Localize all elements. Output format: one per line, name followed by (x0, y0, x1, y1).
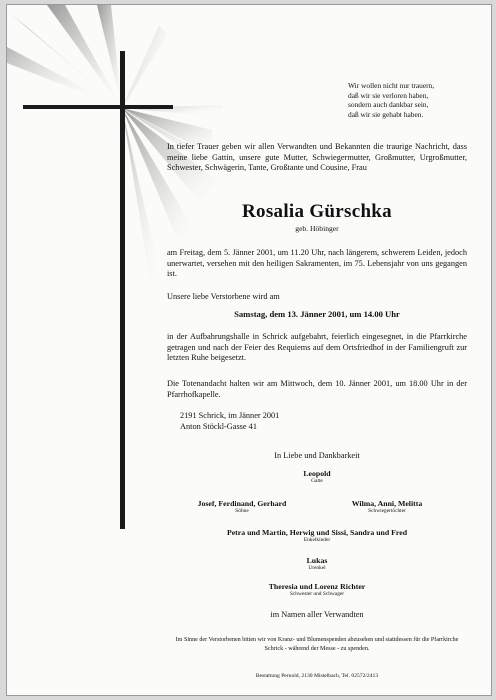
on-behalf-line: im Namen aller Verwandten (270, 610, 364, 619)
donation-note: Im Sinne der Verstorbenen bitten wir von Kranz- und Blumenspenden abzusehen und stattdessen für die Pfarrkirche Schrick - während der Messe - zu spenden. (175, 637, 459, 652)
mourner-sons (167, 499, 317, 515)
mourner-name: Lukas (306, 556, 328, 565)
mourner-name: Josef, Ferdinand, Gerhard (197, 499, 287, 508)
mourner-role: Schwiegertöchter (368, 508, 406, 514)
mourner-husband (237, 469, 397, 485)
maiden-name: geb. Höbinger (295, 224, 339, 233)
farewell-line: Unsere liebe Verstorbene wird am (167, 292, 280, 301)
address-line-street: Anton Stöckl-Gasse 41 (180, 421, 257, 431)
mourner-name: Theresia und Lorenz Richter (268, 582, 366, 591)
cross-vertical-beam (120, 51, 125, 529)
mourner-name: Wilma, Anni, Melitta (351, 499, 423, 508)
cross-horizontal-beam (23, 105, 173, 109)
light-ray (97, 5, 122, 108)
mourner-role: Enkelkinder (303, 537, 331, 543)
undertaker-footer: Bestattung Pernold, 2130 Mistelbach, Tel. 02572/2413 (255, 673, 379, 679)
vigil-paragraph: Die Totenandacht halten wir am Mittwoch, dem 10. Jänner 2001, um 18.00 Uhr in der Pfarrhofkapelle. (167, 379, 467, 399)
burial-paragraph: in der Aufbahrungshalle in Schrick aufgebahrt, feierlich eingesegnet, in die Pfarrkirche getragen und nach der Feier des Requiems auf dem Ortsfriedhof in der Familiengruft zur letzten Ruhe beigesetzt. (167, 332, 467, 363)
light-ray (122, 25, 167, 108)
intro-paragraph: In tiefer Trauer geben wir allen Verwandten und Bekannten die traurige Nachricht, dass meine liebe Gattin, unsere gute Mutter, Schwiegermutter, Großmutter, Urgroßmutter, Schwester, Schwägerin, Tante, Großtante und Cousine, Frau (167, 142, 467, 173)
love-gratitude-line: In Liebe und Dankbarkeit (274, 451, 360, 460)
mourner-great-grandchild (237, 556, 397, 572)
mourner-role: Gatte (311, 478, 323, 484)
address-line-place-date: 2191 Schrick, im Jänner 2001 (180, 411, 280, 420)
quote-line: sondern auch dankbar sein, (348, 100, 429, 110)
deceased-name: Rosalia Gürschka (242, 201, 392, 222)
mourner-name: Leopold (303, 469, 331, 478)
quote-line: daß wir sie verloren haben, (348, 90, 429, 100)
mourner-siblings (197, 582, 437, 598)
funeral-date: Samstag, dem 13. Jänner 2001, um 14.00 Uhr (234, 309, 400, 319)
quote-line: Wir wollen nicht nur trauern, (348, 81, 435, 90)
memorial-quote (348, 81, 488, 119)
quote-line: daß wir sie gehabt haben. (348, 109, 424, 119)
mourner-daughters-in-law (312, 499, 462, 515)
obituary-page (6, 4, 492, 696)
mourner-role: Urenkel (308, 565, 326, 571)
mourner-role: Schwester und Schwager (289, 591, 345, 597)
death-paragraph: am Freitag, dem 5. Jänner 2001, um 11.20 Uhr, nach längerem, schwerem Leiden, jedoch unerwartet, versehen mit den heiligen Sakramenten, im 75. Lebensjahr von uns gegangen ist. (167, 248, 467, 279)
mourner-grandchildren (157, 528, 477, 544)
mourner-name: Petra und Martin, Herwig und Sissi, Sandra und Fred (226, 528, 408, 537)
mourner-role: Söhne (235, 508, 249, 514)
address-block (180, 411, 279, 432)
